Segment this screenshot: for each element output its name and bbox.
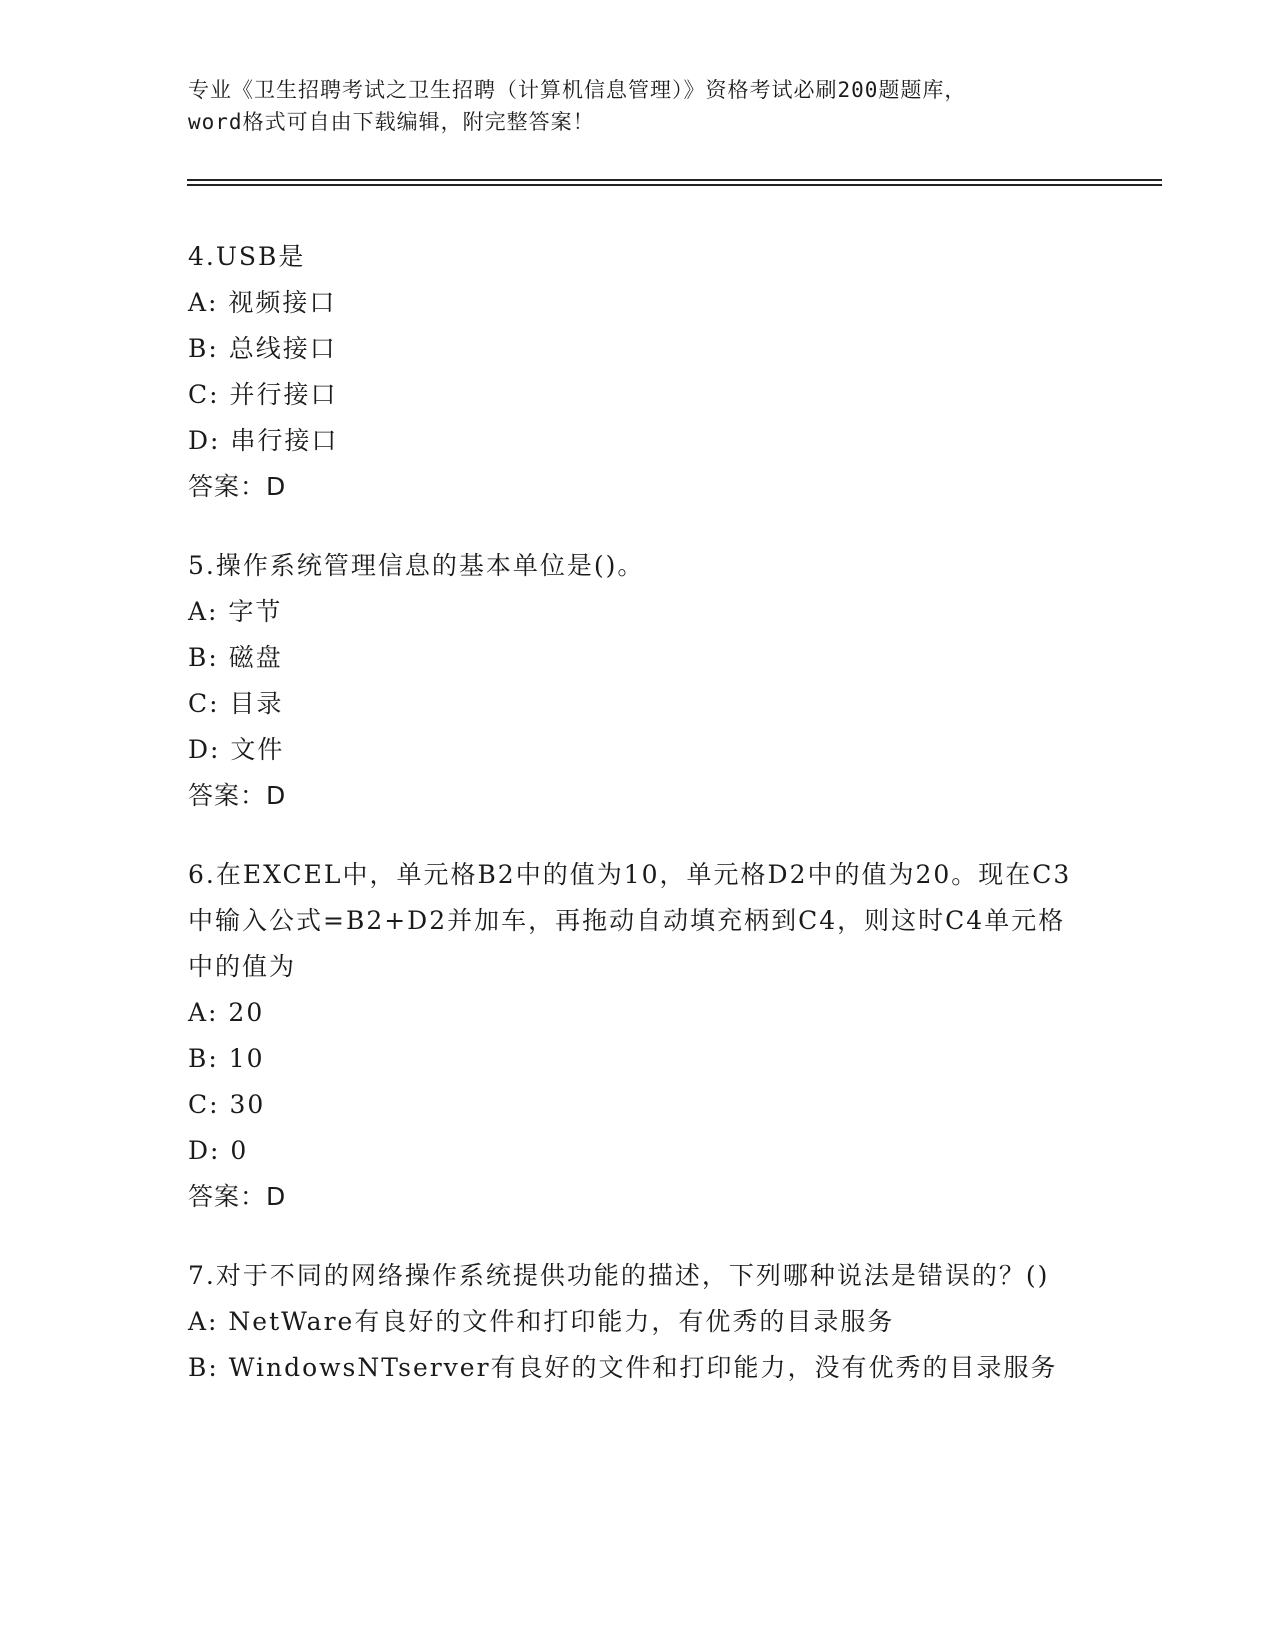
header-line-2: word格式可自由下载编辑，附完整答案！ — [188, 110, 595, 134]
option-c: C: 目录 — [188, 689, 284, 718]
question-6 — [188, 852, 1088, 1220]
question-7 — [188, 1253, 1088, 1391]
question-5 — [188, 543, 1088, 819]
option-a: A: 字节 — [188, 597, 283, 626]
option-c: C: 并行接口 — [188, 380, 338, 409]
option-d: D: 文件 — [188, 735, 285, 764]
option-b: B: 10 — [188, 1044, 265, 1073]
document-header — [188, 74, 1108, 138]
question-stem: 6.在EXCEL中，单元格B2中的值为10，单元格D2中的值为20。现在C3中输入公式=B2+D2并加车，再拖动自动填充柄到C4，则这时C4单元格中的值为 — [188, 860, 1072, 981]
option-b: B: 总线接口 — [188, 334, 337, 363]
option-c: C: 30 — [188, 1090, 266, 1119]
header-divider-bottom — [187, 184, 1162, 186]
answer-line: 答案：D — [188, 472, 287, 501]
option-d: D: 串行接口 — [188, 426, 339, 455]
header-line-1: 专业《卫生招聘考试之卫生招聘（计算机信息管理）》资格考试必刷200题题库， — [188, 78, 967, 102]
option-a: A: 视频接口 — [188, 288, 337, 317]
question-stem: 4.USB是 — [188, 242, 306, 271]
option-b: B: WindowsNTserver有良好的文件和打印能力，没有优秀的目录服务 — [188, 1353, 1058, 1382]
question-stem: 7.对于不同的网络操作系统提供功能的描述，下列哪种说法是错误的？() — [188, 1261, 1050, 1290]
question-stem: 5.操作系统管理信息的基本单位是()。 — [188, 551, 645, 580]
answer-line: 答案：D — [188, 1182, 287, 1211]
answer-line: 答案：D — [188, 781, 287, 810]
option-d: D: 0 — [188, 1136, 249, 1165]
option-a: A: 20 — [188, 998, 265, 1027]
option-a: A: NetWare有良好的文件和打印能力，有优秀的目录服务 — [188, 1307, 895, 1336]
question-4 — [188, 234, 1088, 510]
header-divider-top — [187, 179, 1162, 181]
option-b: B: 磁盘 — [188, 643, 283, 672]
question-list — [188, 234, 1088, 1424]
